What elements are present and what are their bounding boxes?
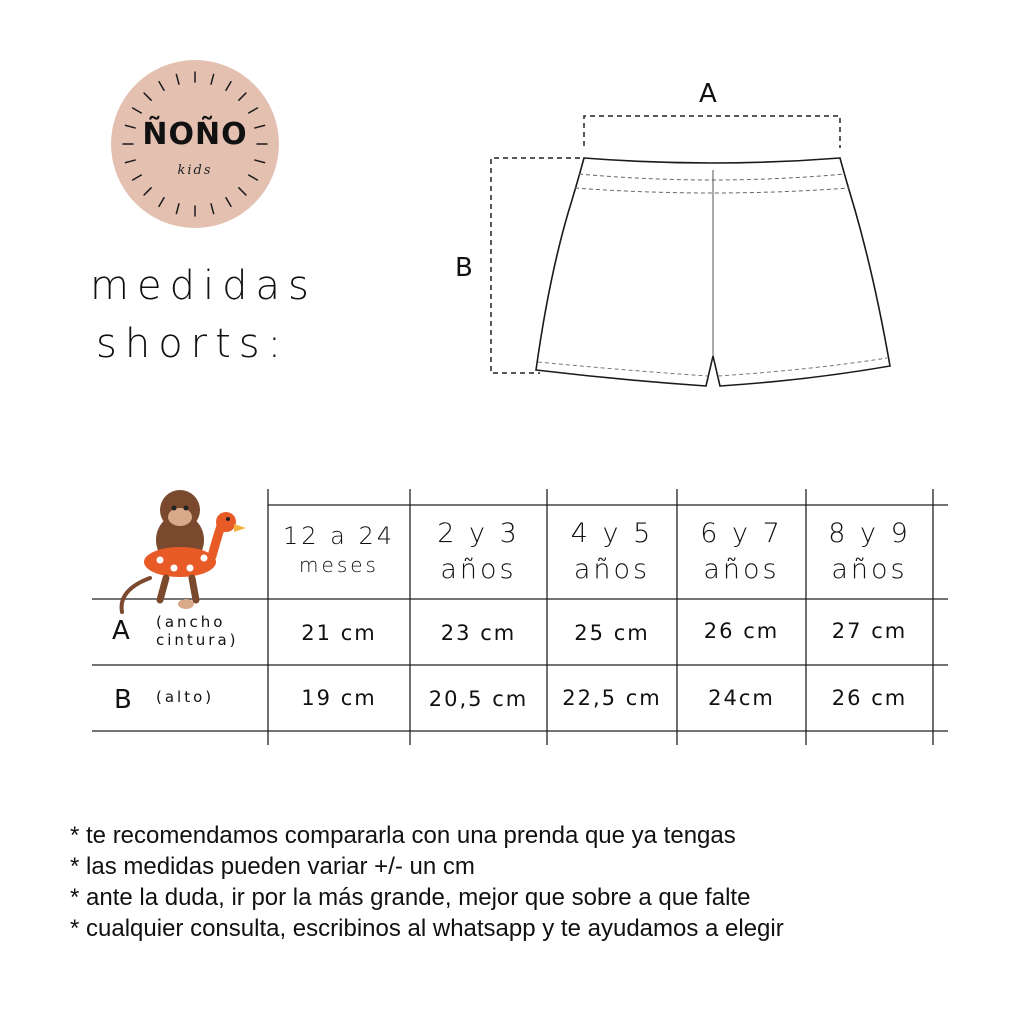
table-cell: 19 cm	[301, 686, 377, 710]
column-header-6-7	[677, 516, 806, 589]
column-header-line1: 2 y 3	[437, 518, 520, 549]
column-header-line2: años	[703, 554, 780, 586]
table-cell: 24cm	[708, 686, 775, 710]
note-item: * te recomendamos compararla con una prenda que ya tengas	[70, 822, 736, 849]
column-header-4-5	[547, 516, 677, 589]
table-cell: 21 cm	[301, 621, 377, 645]
monkey-swim-ring-icon	[122, 490, 246, 612]
dimension-a-label: A	[699, 79, 717, 109]
column-header-line2: años	[831, 554, 908, 586]
row-sublabel-line1: (alto)	[156, 688, 215, 706]
brand-name: ÑOÑO	[142, 117, 248, 152]
row-sublabel-line2: cintura)	[156, 631, 239, 649]
dimension-a-line	[584, 116, 840, 148]
column-header-line1: 6 y 7	[700, 518, 783, 549]
table-cell: 27 cm	[831, 619, 908, 643]
page-title-line2: shorts:	[96, 321, 290, 367]
note-item: * ante la duda, ir por la más grande, mejor que sobre a que falte	[70, 884, 751, 911]
note-item: * cualquier consulta, escribinos al whatsapp y te ayudamos a elegir	[70, 915, 784, 942]
table-cell: 23 cm	[440, 621, 517, 645]
brand-sub: kids	[177, 163, 213, 178]
row-label-a: A	[112, 616, 133, 646]
column-header-8-9	[806, 516, 933, 589]
dimension-b-label: B	[455, 253, 473, 283]
shorts-diagram	[480, 70, 900, 400]
page-title-line1: medidas	[90, 263, 317, 309]
column-header-12-24	[268, 520, 410, 579]
notes-list	[70, 820, 970, 944]
column-header-line2: años	[573, 554, 651, 586]
table-cell: 25 cm	[574, 621, 650, 645]
column-header-line2: meses	[299, 553, 379, 578]
row-sublabel-b	[156, 688, 214, 706]
column-header-line1: 4 y 5	[570, 518, 654, 549]
table-cell: 22,5 cm	[562, 686, 662, 710]
brand-logo	[110, 59, 280, 229]
column-header-line2: años	[440, 554, 517, 586]
column-header-line1: 8 y 9	[828, 518, 911, 549]
table-cell: 26 cm	[831, 686, 908, 710]
row-label-b: B	[114, 685, 135, 715]
table-cell: 20,5 cm	[428, 687, 529, 711]
row-sublabel-line1: (ancho	[156, 613, 226, 631]
row-sublabel-a	[156, 613, 239, 649]
table-cell: 26 cm	[703, 619, 780, 643]
column-header-line1: 12 a 24	[282, 522, 396, 550]
note-item: * las medidas pueden variar +/- un cm	[70, 853, 475, 880]
column-header-2-3	[410, 516, 547, 589]
